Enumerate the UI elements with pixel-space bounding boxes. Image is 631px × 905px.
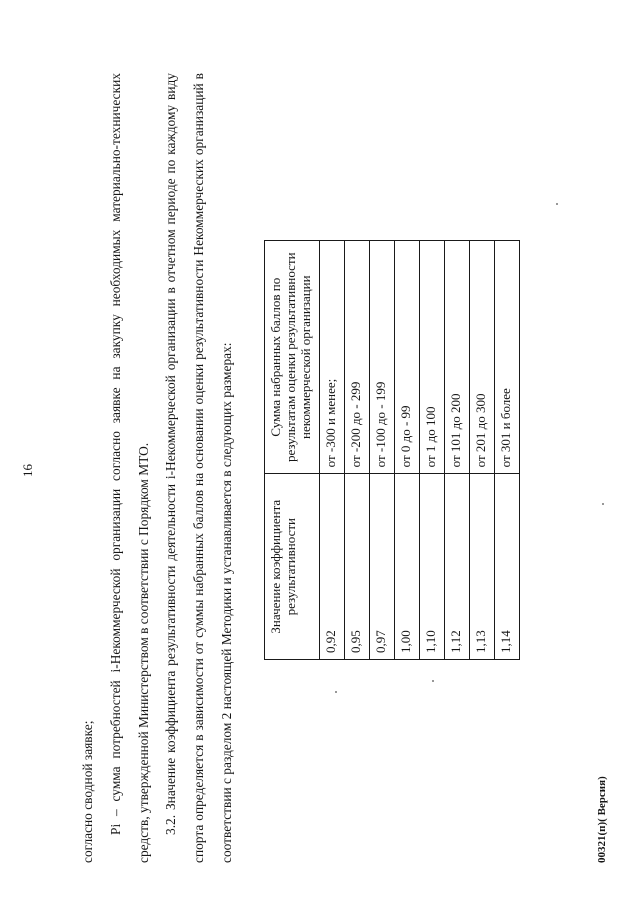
points-range-cell: от 301 и более <box>495 241 520 474</box>
table-row <box>470 241 495 660</box>
coefficient-cell: 0,97 <box>370 474 395 660</box>
paragraph-consolidated-request: согласно сводной заявке; <box>80 720 95 863</box>
column-header-coefficient: Значение коэффициента результативности <box>265 474 320 660</box>
coefficient-cell: 1,10 <box>420 474 445 660</box>
coefficient-table <box>264 240 520 660</box>
page-number: 16 <box>20 464 35 477</box>
table-row <box>345 241 370 660</box>
table-header-row <box>265 241 320 660</box>
document-version-code: 00321(п)( Версия) <box>596 776 608 863</box>
points-range-cell: от 0 до - 99 <box>395 241 420 474</box>
points-range-cell: от -100 до - 199 <box>370 241 395 474</box>
table-row <box>370 241 395 660</box>
points-range-cell: от -200 до - 299 <box>345 241 370 474</box>
table-row <box>420 241 445 660</box>
points-range-cell: от -300 и менее; <box>320 241 345 474</box>
coefficient-cell: 0,92 <box>320 474 345 660</box>
table-row <box>320 241 345 660</box>
scan-speck <box>335 691 337 693</box>
coefficient-cell: 1,13 <box>470 474 495 660</box>
table-row <box>395 241 420 660</box>
points-range-cell: от 101 до 200 <box>445 241 470 474</box>
coefficient-cell: 0,95 <box>345 474 370 660</box>
scan-speck <box>602 503 604 505</box>
coefficient-cell: 1,14 <box>495 474 520 660</box>
scan-speck <box>556 203 558 205</box>
table-row <box>445 241 470 660</box>
column-header-points: Сумма набранных баллов по результатам оценки результативности некоммерческой организации <box>265 241 320 474</box>
points-range-cell: от 1 до 100 <box>420 241 445 474</box>
paragraph-coefficient-clause: 3.2. Значение коэффициента результативности деятельности i-Некоммерческой организации в отчетном периоде по каждому виду спорта определяется в зависимости от суммы набранных баллов на основании оценки результативности Некоммерческих организаций в соответствии с разделом 2 настоящей Методики и устанавливается в следующих размерах: <box>163 73 234 863</box>
coefficient-cell: 1,00 <box>395 474 420 660</box>
table-row <box>495 241 520 660</box>
paragraph-pi-definition: Pi – сумма потребностей i-Некоммерческой организации согласно заявке на закупку необходимых материально-технических средств, утвержденной Министерством в соответствии с Порядком МТО. <box>108 73 151 863</box>
scan-speck <box>432 680 434 682</box>
points-range-cell: от 201 до 300 <box>470 241 495 474</box>
coefficient-cell: 1,12 <box>445 474 470 660</box>
